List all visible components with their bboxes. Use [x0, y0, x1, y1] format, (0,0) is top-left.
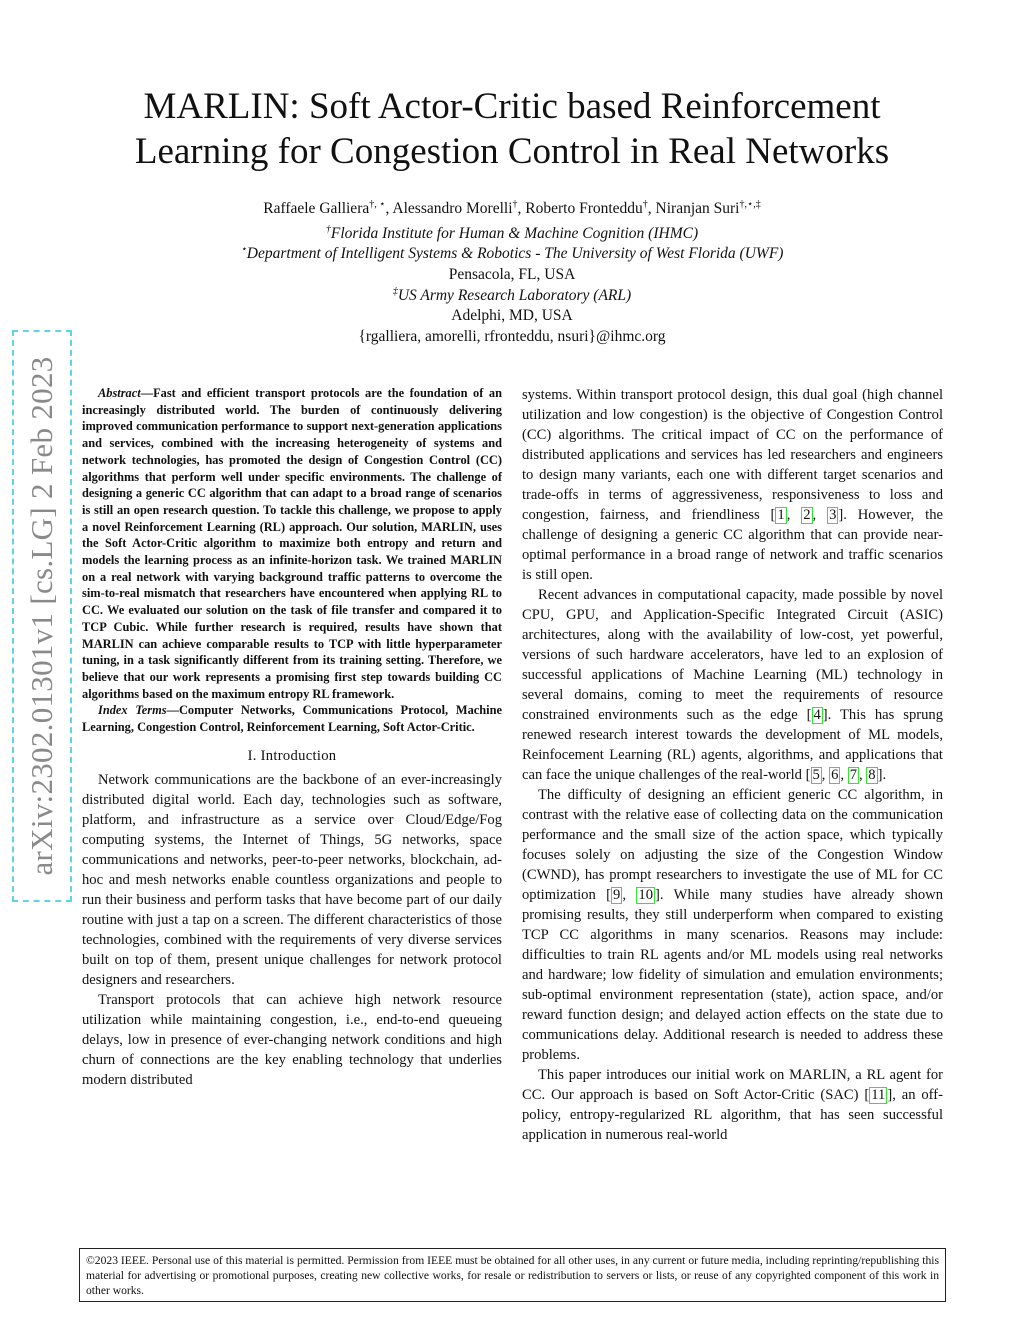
text-run: ]. However, the challenge of designing a generic CC algorithm that can provide near-optimal performance in a broad range of network and traffic scenarios is still open. [522, 507, 944, 583]
paragraph: systems. Within transport protocol design, this dual goal (high channel utilization and low congestion) is the objective of Congestion Control (CC) algorithms. The critical impact of CC on the performance of distributed applications and services has led researchers and engineers to design many variants, each one with different target scenarios and trade-offs in terms of aggressiveness, responsiveness to loss and congestion, fairness, and friendliness [ 1 , 2 , 3 ]. However, the challenge of designing a generic CC algorithm that can provide near-optimal performance in a broad range of network and traffic scenarios is still open. [522, 387, 944, 583]
left-column [82, 385, 502, 1090]
index-terms-label: Index Terms [98, 703, 167, 718]
right-column [522, 385, 943, 1145]
title-line-1: MARLIN: Soft Actor-Critic based Reinforcement [143, 86, 881, 127]
author-name: Alessandro Morelli [392, 200, 513, 217]
citation-link[interactable]: 10 [638, 887, 654, 903]
citation-link[interactable]: 5 [812, 767, 820, 783]
affiliation-text: Department of Intelligent Systems & Robotics - The University of West Florida (UWF) [246, 245, 784, 262]
citation-link[interactable]: 6 [831, 767, 839, 783]
arxiv-stamp-box[interactable] [12, 330, 72, 902]
paragraph: The difficulty of designing an efficient generic CC algorithm, in contrast with the relative ease of collecting data on the communication performance and the small size of the action space, which typically focuses solely on adjusting the size of the Congestion Window (CWND), has prompt researchers to investigate the use of ML for CC optimization [ 9 , 10 ]. While many studies have already shown promising results, they still underperform when compared to existing TCP CC algorithms in many scenarios. Reasons may include: difficulties to train RL agents and/or ML models using real networks and hardware; low fidelity of simulation and emulation environments; sub-optimal environment representation (state), action space, and/or reward function design; and delayed action effects on the state due to communications delay. Additional research is needed to address these problems. [522, 787, 943, 1063]
citation-link[interactable]: 2 [803, 507, 811, 523]
citation-link[interactable]: 3 [829, 507, 837, 523]
citation-link[interactable]: 1 [777, 507, 785, 523]
text-run: systems. Within transport protocol design, this dual goal (high channel utilization and low congestion) is the objective of Congestion Control (CC) algorithms. The critical impact of CC on the performance of distributed applications and services has led researchers and engineers to design many variants, each one with different target scenarios and trade-offs in terms of aggressiveness, responsiveness to loss and congestion, fairness, and friendliness [ [522, 387, 943, 523]
text-run: ]. [877, 767, 887, 783]
paragraph: Transport protocols that can achieve high network resource utilization while maintaining congestion, i.e., end-to-end queueing delays, low in presence of ever-changing network conditions and high churn of connections are the key enabling technology that underlies modern distributed [82, 991, 502, 1088]
affiliation-text: Florida Institute for Human & Machine Cognition (IHMC) [330, 225, 699, 242]
text-run: The difficulty of designing an efficient generic CC algorithm, in contrast with the relative ease of collecting data on the communication performance and the small size of the action space, which typically focuses solely on adjusting the size of the Congestion Window (CWND), has prompt researchers to investigate the use of ML for CC optimization [ [522, 787, 943, 903]
author-emails: {rgalliera, amorelli, rfronteddu, nsuri}@ihmc.org [358, 328, 666, 345]
copyright-notice: ©2023 IEEE. Personal use of this material is permitted. Permission from IEEE must be obtained for all other uses, in any current or future media, including reprinting/republishing this material for advertising or promotional purposes, creating new collective works, for resale or redistribution to servers or lists, or reuse of any copyrighted component of this work in other works. [79, 1248, 946, 1302]
abstract-text: —Fast and efficient transport protocols are the foundation of an increasingly distributed world. The burden of continuously delivering improved communication performance to support next-generation applications and services, combined with the increasing heterogeneity of systems and network technologies, has promoted the design of Congestion Control (CC) algorithms that perform well under specific environments. The challenge of designing a generic CC algorithm that can adapt to a broad range of scenarios is still an open research question. To tackle this challenge, we propose to apply a novel Reinforcement Learning (RL) approach. Our solution, MARLIN, uses the Soft Actor-Critic algorithm to maximize both entropy and return and models the learning process as an infinite-horizon task. We trained MARLIN on a real network with varying background traffic patterns to overcome the sim-to-real mismatch that researchers have encountered when applying RL to CC. We evaluated our solution on the task of file transfer and compared it to TCP Cubic. While further research is required, results have shown that MARLIN can achieve comparable results to TCP with little hyperparameter tuning, in a task significantly different from its training setting. Therefore, we believe that our work represents a promising first step towards building CC algorithms based on the maximum entropy RL framework. [82, 386, 502, 701]
paragraph: Network communications are the backbone of an ever-increasingly distributed digital world. Each day, technologies such as software, platform, and infrastructure as a service over Cloud/Edge/Fog computing systems, the Internet of Things, 5G networks, space communications and networks, peer-to-peer networks, blockchain, ad-hoc and mesh networks enable countless organizations and people to run their business and perform tasks that have become part of our daily routine with just a tap on a screen. The different characteristics of those technologies, combined with the requirements of very diverse services built on top of them, present unique challenges for network protocol designers and researchers. [82, 771, 502, 988]
paragraph: Recent advances in computational capacity, made possible by novel CPU, GPU, and Application-Specific Integrated Circuit (ASIC) architectures, along with the availability of low-cost, yet powerful, versions of such hardware accelerators, have led to an explosion of successful applications of Machine Learning (ML) technology in several domains, coming to meet the requirements of resource constrained environments such as the edge [ 4 ]. This has sprung renewed research interest towards the development of ML models, Reinfocement Learning (RL) agents, algorithms, and applications that can face the unique challenges of the real-world [ 5 , 6 , 7 , 8 ]. [522, 587, 943, 783]
index-terms-text: —Computer Networks, Communications Protocol, Machine Learning, Congestion Control, Reinforcement Learning, Soft Actor-Critic. [82, 703, 502, 735]
paper-title [60, 84, 964, 174]
abstract-label: Abstract [98, 386, 141, 400]
author-name: Roberto Fronteddu [525, 200, 643, 217]
affiliation-city: Pensacola, FL, USA [448, 266, 576, 283]
affiliation-text: US Army Research Laboratory (ARL) [397, 287, 632, 304]
affiliation-mark: † [325, 223, 331, 235]
title-line-2: Learning for Congestion Control in Real Networks [134, 131, 890, 172]
abstract [82, 385, 502, 736]
author-marks: † [512, 198, 518, 210]
citation-link[interactable]: 7 [849, 767, 857, 783]
section-heading: I. Introduction [247, 747, 337, 764]
author-marks: † [642, 198, 648, 210]
citation-link[interactable]: 8 [868, 767, 876, 783]
author-list: Raffaele Galliera†, ⋆, Alessandro Morelli†, Roberto Fronteddu†, Niranjan Suri†,⋆,‡ [263, 198, 761, 217]
author-name: Raffaele Galliera [263, 200, 370, 217]
citation-link[interactable]: 9 [613, 887, 621, 903]
author-marks: †, ⋆ [369, 198, 386, 210]
affiliation-mark: ⋆ [240, 243, 247, 255]
text-run: This paper introduces our initial work on MARLIN, a RL agent for CC. Our approach is based on Soft Actor-Critic (SAC) [ [522, 1067, 943, 1103]
text-run: ]. This has sprung renewed research interest towards the development of ML models, Reinfocement Learning (RL) agents, algorithms, and applications that can face the unique challenges of the real-world [ [522, 707, 943, 783]
author-name: Niranjan Suri [655, 200, 740, 217]
citation-link[interactable]: 4 [813, 707, 821, 723]
text-run: ], an off-policy, entropy-regularized RL algorithm, that has seen successful application in numerous real-world [522, 1087, 943, 1143]
author-marks: †,⋆,‡ [739, 198, 761, 210]
affiliation-mark: ‡ [392, 285, 398, 297]
affiliation-city: Adelphi, MD, USA [451, 307, 573, 324]
affiliation-ihmc [60, 224, 964, 244]
text-run: ]. While many studies have already shown promising results, they still underperform when compared to existing TCP CC algorithms in many scenarios. Reasons may include: difficulties to train RL agents and/or ML models using real networks and hardware; low fidelity of simulation and emulation environments; sub-optimal environment representation (state), action space, and/or reward function design; and delayed action effects on the state due to communications delay. Additional research is needed to address these problems. [522, 887, 943, 1063]
affiliation-arl [60, 286, 964, 306]
affiliation-uwf [60, 244, 964, 264]
text-run: Recent advances in computational capacity, made possible by novel CPU, GPU, and Application-Specific Integrated Circuit (ASIC) architectures, along with the availability of low-cost, yet powerful, versions of such hardware accelerators, have led to an explosion of successful applications of Machine Learning (ML) technology in several domains, coming to meet the requirements of resource constrained environments such as the edge [ [522, 587, 943, 723]
arxiv-stamp[interactable]: arXiv:2302.01301v1 [cs.LG] 2 Feb 2023 [24, 356, 59, 876]
citation-link[interactable]: 11 [871, 1087, 886, 1103]
paragraph [522, 1065, 943, 1145]
